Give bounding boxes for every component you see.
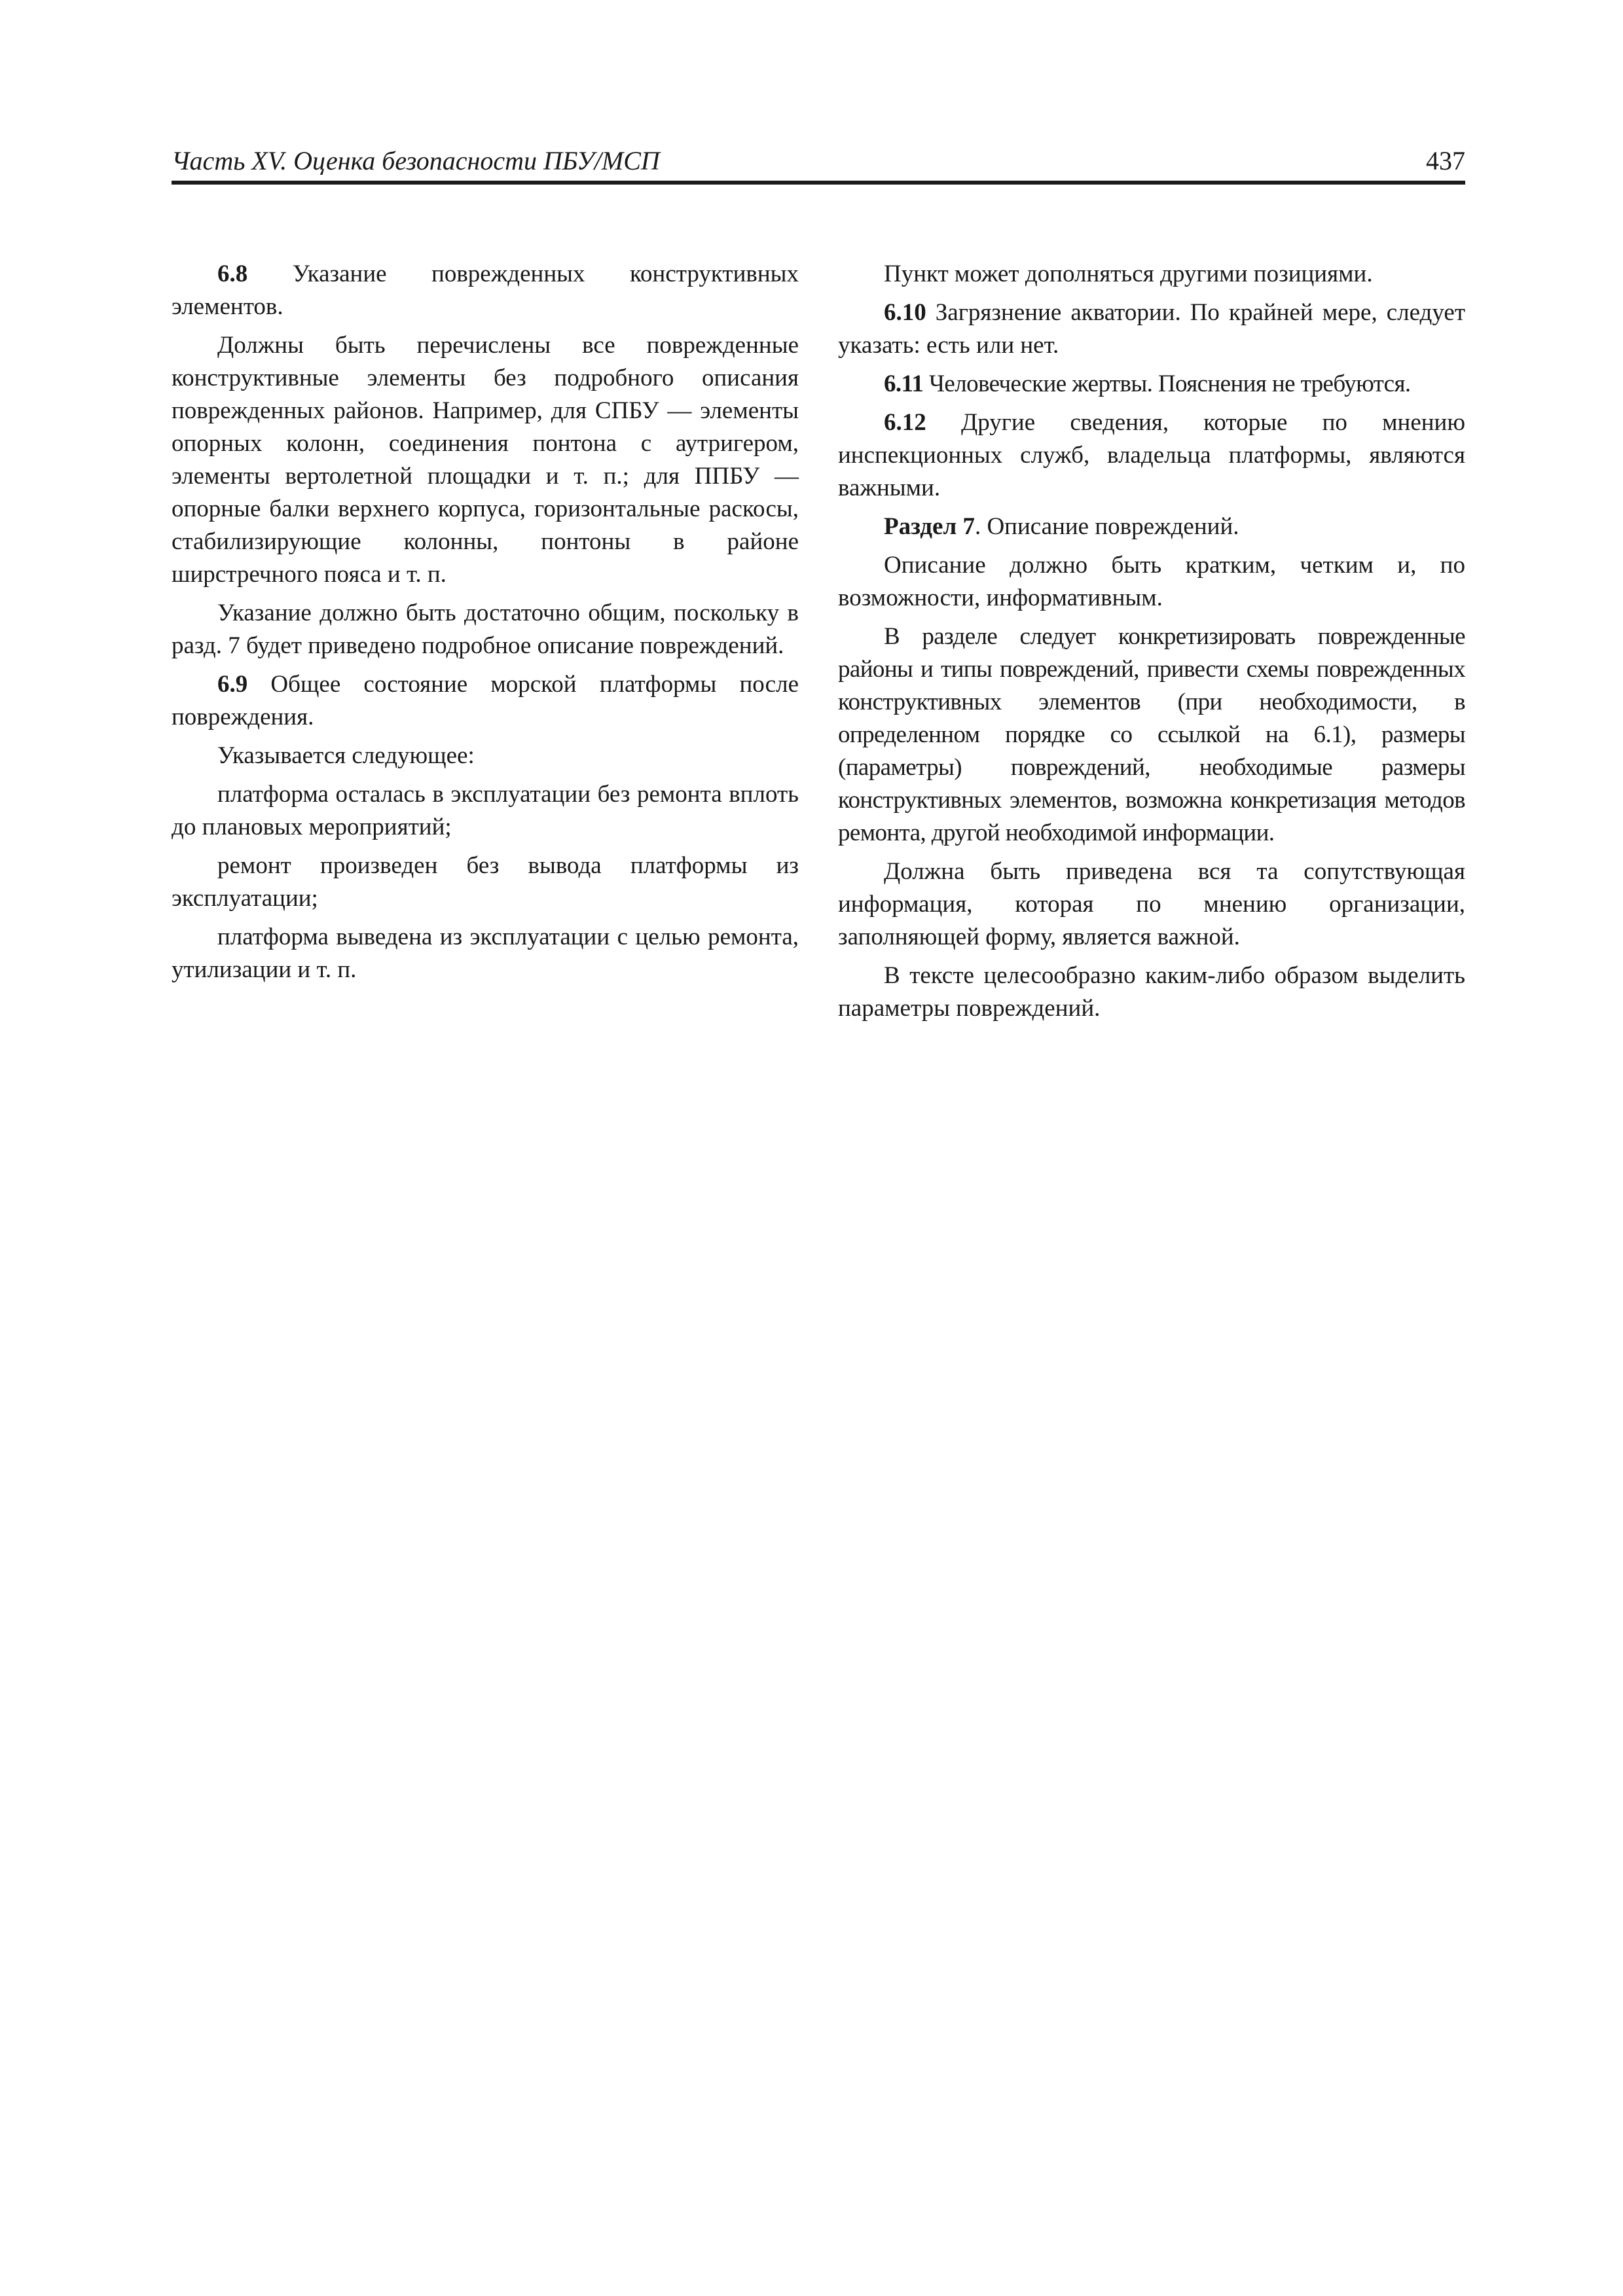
paragraph	[838, 960, 1465, 1025]
paragraph-text: Указание поврежденных конструктивных элементов.	[172, 260, 799, 320]
paragraph	[838, 296, 1465, 362]
paragraph	[172, 740, 799, 772]
paragraph-text: В разделе следует конкретизировать поврежденные районы и типы повреждений, привести схемы поврежденных конструктивных элементов (при необходимости, в определенном порядке со ссылкой на 6.1), размеры (параметры) повреждений, необходимые размеры конструктивных элементов, возможна конкретизация методов ремонта, другой необходимой информации.	[838, 623, 1465, 846]
paragraph-text: Должна быть приведена вся та сопутствующая информация, которая по мнению организации, заполняющей форму, является важной.	[838, 858, 1465, 950]
paragraph-text: ремонт произведен без вывода платформы из эксплуатации;	[172, 852, 799, 912]
paragraph	[172, 329, 799, 591]
paragraph-text: Описание должно быть кратким, четким и, по возможности, информативным.	[838, 552, 1465, 611]
paragraph	[172, 597, 799, 662]
paragraph	[172, 778, 799, 844]
paragraph-text: платформа осталась в эксплуатации без ремонта вплоть до плановых мероприятий;	[172, 781, 799, 840]
section-label: Раздел 7	[884, 513, 975, 540]
paragraph-text: Указание должно быть достаточно общим, поскольку в разд. 7 будет приведено подробное описание повреждений.	[172, 600, 799, 659]
paragraph-text: В тексте целесообразно каким-либо образом выделить параметры повреждений.	[838, 962, 1465, 1022]
paragraph	[838, 258, 1465, 291]
paragraph-text: Должны быть перечислены все поврежденные конструктивные элементы без подробного описания поврежденных районов. Например, для СПБУ — элементы опорных колонн, соединения понтона с аутригером, элементы вертолетной площадки и т. п.; для ППБУ — опорные балки верхнего корпуса, горизонтальные раскосы, стабилизирующие колонны, понтоны в районе ширстречного пояса и т. п.	[172, 332, 799, 588]
clause-number: 6.8	[217, 260, 248, 287]
clause-number: 6.10	[884, 299, 926, 326]
paragraph-text: Общее состояние морской платформы после повреждения.	[172, 671, 799, 730]
paragraph	[838, 368, 1465, 401]
paragraph-text: Загрязнение акватории. По крайней мере, следует указать: есть или нет.	[838, 299, 1465, 359]
paragraph	[838, 620, 1465, 850]
paragraph	[838, 855, 1465, 954]
clause-number: 6.12	[884, 409, 926, 436]
right-column	[838, 258, 1465, 1031]
paragraph	[172, 668, 799, 734]
paragraph	[172, 921, 799, 986]
paragraph-text: Человеческие жертвы. Пояснения не требуются.	[923, 370, 1411, 397]
paragraph-text: Пункт может дополняться другими позициями.	[884, 260, 1373, 287]
clause-number: 6.11	[884, 370, 924, 397]
running-head	[172, 143, 1465, 185]
paragraph-text: . Описание повреждений.	[974, 513, 1239, 540]
running-head-title: Часть XV. Оценка безопасности ПБУ/МСП	[172, 146, 660, 175]
paragraph-text: Другие сведения, которые по мнению инспекционных служб, владельца платформы, являются важными.	[838, 409, 1465, 501]
paragraph	[172, 850, 799, 915]
paragraph-text: платформа выведена из эксплуатации с целью ремонта, утилизации и т. п.	[172, 924, 799, 983]
clause-number: 6.9	[217, 671, 248, 698]
paragraph	[838, 511, 1465, 543]
left-column	[172, 258, 799, 992]
paragraph-text: Указывается следующее:	[217, 742, 475, 769]
page-number: 437	[1426, 146, 1465, 175]
paragraph	[172, 258, 799, 323]
paragraph	[838, 406, 1465, 505]
paragraph	[838, 549, 1465, 615]
